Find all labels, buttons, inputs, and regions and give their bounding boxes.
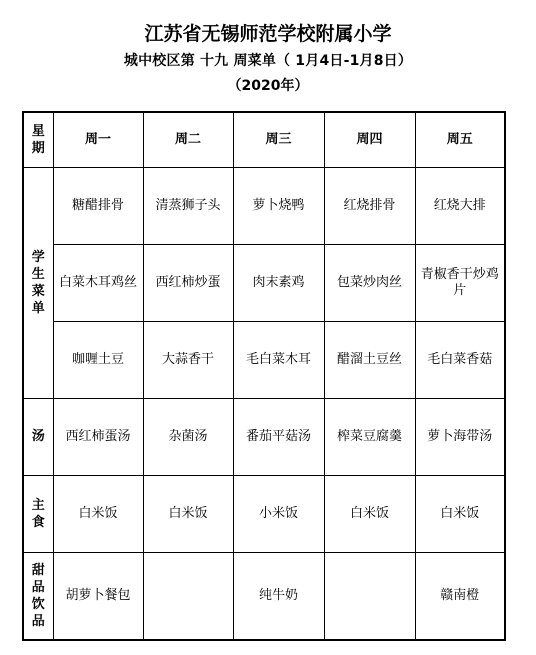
soup-cell: 杂菌汤 — [143, 398, 233, 475]
dessert-cell — [143, 552, 233, 640]
weekly-menu-table — [22, 111, 506, 641]
dessert-cell: 赣南橙 — [415, 552, 505, 640]
staple-cell: 白米饭 — [324, 475, 415, 552]
school-title: 江苏省无锡师范学校附属小学 — [144, 23, 392, 45]
week-subtitle: 城中校区第 十九 周菜单（ 1月4日-1月8日） — [123, 53, 413, 69]
table-row — [23, 398, 505, 475]
dish-cell: 萝卜烧鸭 — [233, 167, 324, 244]
dish-cell: 醋溜土豆丝 — [324, 321, 415, 398]
day-header-mon: 周一 — [53, 112, 143, 167]
dish-cell: 包菜炒肉丝 — [324, 244, 415, 321]
dessert-cell: 纯牛奶 — [233, 552, 324, 640]
staple-label: 主食 — [23, 475, 53, 552]
staple-cell: 白米饭 — [415, 475, 505, 552]
year-label: （2020年） — [227, 78, 309, 94]
dish-cell: 毛白菜香菇 — [415, 321, 505, 398]
staple-cell: 白米饭 — [53, 475, 143, 552]
weekday-corner-label: 星期 — [23, 112, 53, 167]
day-header-tue: 周二 — [143, 112, 233, 167]
soup-label: 汤 — [23, 398, 53, 475]
table-row — [23, 321, 505, 398]
day-header-thu: 周四 — [324, 112, 415, 167]
dessert-label: 甜品饮品 — [23, 552, 53, 640]
dish-cell: 西红柿炒蛋 — [143, 244, 233, 321]
table-row — [23, 552, 505, 640]
table-header-row — [23, 112, 505, 167]
day-header-fri: 周五 — [415, 112, 505, 167]
dessert-cell — [324, 552, 415, 640]
dish-cell: 肉末素鸡 — [233, 244, 324, 321]
table-row — [23, 167, 505, 244]
table-row — [23, 475, 505, 552]
dish-cell: 咖喱土豆 — [53, 321, 143, 398]
staple-cell: 白米饭 — [143, 475, 233, 552]
soup-cell: 榨菜豆腐羹 — [324, 398, 415, 475]
dessert-cell: 胡萝卜餐包 — [53, 552, 143, 640]
day-header-wed: 周三 — [233, 112, 324, 167]
table-row — [23, 244, 505, 321]
dish-cell: 糖醋排骨 — [53, 167, 143, 244]
dish-cell: 大蒜香干 — [143, 321, 233, 398]
staple-cell: 小米饭 — [233, 475, 324, 552]
soup-cell: 西红柿蛋汤 — [53, 398, 143, 475]
soup-cell: 萝卜海带汤 — [415, 398, 505, 475]
dish-cell: 红烧大排 — [415, 167, 505, 244]
dish-cell: 白菜木耳鸡丝 — [53, 244, 143, 321]
student-menu-label: 学生菜单 — [23, 167, 53, 398]
dish-cell: 毛白菜木耳 — [233, 321, 324, 398]
dish-cell: 清蒸狮子头 — [143, 167, 233, 244]
dish-cell: 红烧排骨 — [324, 167, 415, 244]
soup-cell: 番茄平菇汤 — [233, 398, 324, 475]
dish-cell: 青椒香干炒鸡片 — [415, 244, 505, 321]
